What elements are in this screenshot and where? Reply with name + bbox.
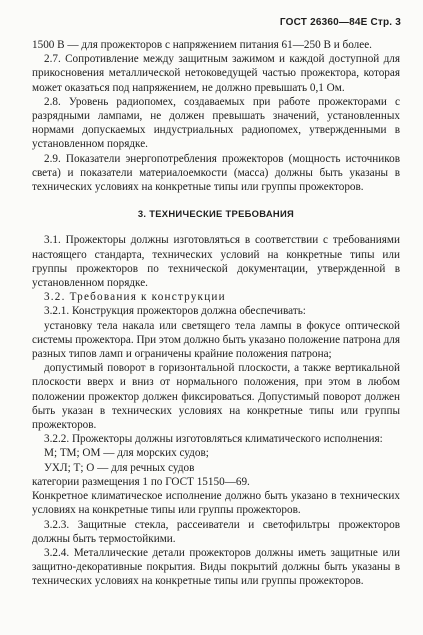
paragraph-3-1: 3.1. Прожекторы должны изготовляться в соответствии с требованиями настоящего стандарта, технических условий на конкретные типы или группы прожекторов по технической документации, утвержденной в установленном порядке. [32, 234, 400, 290]
paragraph-2-7: 2.7. Сопротивление между защитным зажимом и каждой доступной для прикосновения металлической нетоковедущей частью прожектора, которая может оказаться под напряжением, не должно превышать 0,1 Ом. [32, 53, 400, 94]
paragraph-climate-spec: Конкретное климатическое исполнение должно быть указано в технических условиях на конкретные типы или группы прожекторов. [32, 490, 400, 517]
paragraph-focus-setting: установку тела накала или светящего тела лампы в фокусе оптической системы прожектора. При этом должно быть указано положение патрона для разных типов ламп и ограничены крайние положения патрона; [32, 319, 400, 361]
paragraph-3-2-4: 3.2.4. Металлические детали прожекторов должны иметь защитные или защитно-декоративные покрытия. Виды покрытий должны быть указаны в технических условиях на конкретные типы или группы прожекторов. [32, 546, 400, 588]
paragraph-3-2-3: 3.2.3. Защитные стекла, рассеиватели и светофильтры прожекторов должны быть термостойкими. [32, 518, 400, 545]
paragraph-2-8: 2.8. Уровень радиопомех, создаваемых при работе прожекторами с разрядными лампами, не должен превышать значений, установленных нормами допускаемых индустриальных радиопомех, утвержденными в установленном порядке. [32, 95, 400, 151]
paragraph-3-2-1: 3.2.1. Конструкция прожекторов должна обеспечивать: [44, 305, 306, 318]
paragraph-river: УХЛ; Т; О — для речных судов [44, 461, 195, 474]
document-body [32, 38, 400, 589]
paragraph-3-2-2: 3.2.2. Прожекторы должны изготовляться климатического исполнения: [44, 433, 383, 446]
paragraph-category: категории размещения 1 по ГОСТ 15150—69. [32, 475, 250, 488]
paragraph-marine: М; ТМ; ОМ — для морских судов; [44, 447, 209, 460]
paragraph-2-9: 2.9. Показатели энергопотребления прожекторов (мощность источников света) и показатели материалоемкости (масса) должны быть указаны в технических условиях на конкретные типы или группы прожекторов. [32, 152, 400, 194]
section-title: 3. ТЕХНИЧЕСКИЕ ТРЕБОВАНИЯ [137, 208, 295, 220]
paragraph-1500v: 1500 В — для прожекторов с напряжением питания 61—250 В и более. [32, 39, 372, 51]
page-header: ГОСТ 26360—84Е Стр. 3 [279, 17, 401, 28]
paragraph-rotation: допустимый поворот в горизонтальной плоскости, а также вертикальной плоскости вверх и вниз от нормального положения, при этом в любом положении прожектор должен фиксироваться. Допустимый поворот должен быть указан в технических условиях на конкретные типы или группы прожекторов. [32, 362, 400, 432]
paragraph-3-2-heading: 3.2. Требования к конструкции [44, 291, 226, 304]
